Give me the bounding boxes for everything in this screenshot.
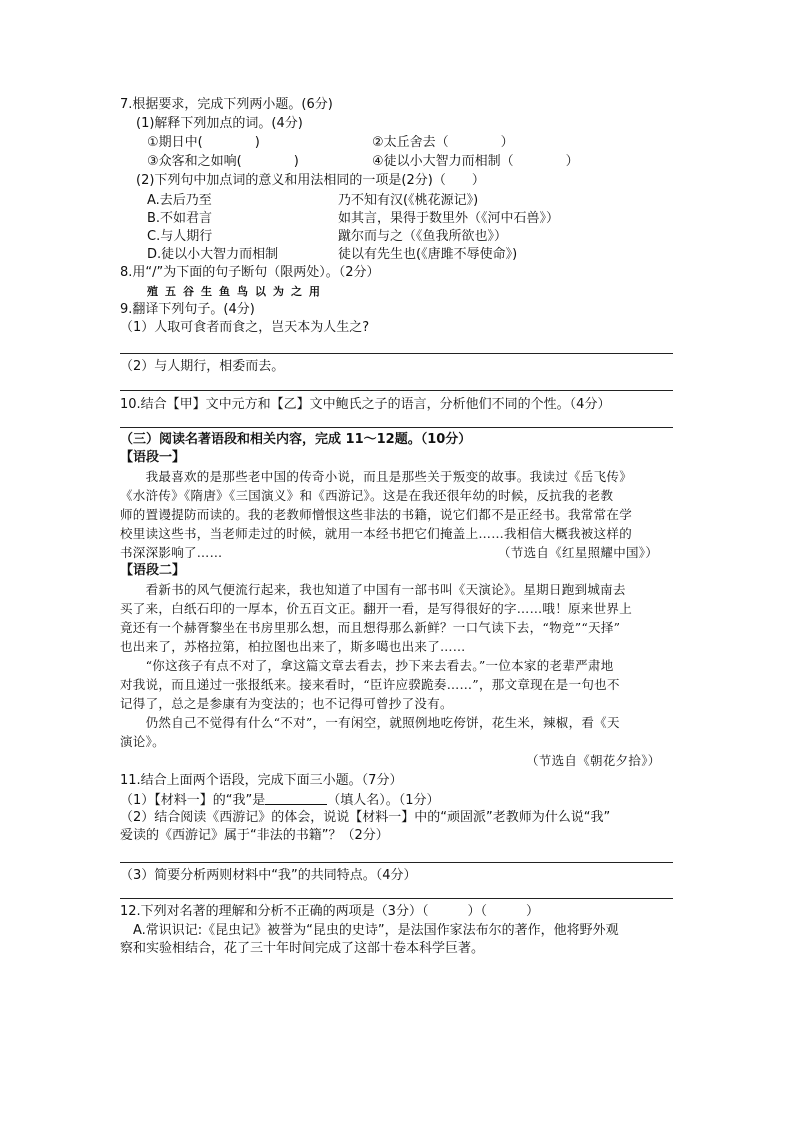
q7-item-3: ③众客和之如响( ): [147, 154, 299, 169]
q8-sentence: 殖五谷生鱼鸟以为之用: [147, 285, 327, 298]
passage2-line: 记得了，总之是参康有为变法的；也不记得可曾抄了没有。: [120, 696, 453, 711]
q7-sub1: (1)解释下列加点的词。(4分): [136, 116, 303, 131]
answer-line: [120, 353, 673, 354]
q7-item-1: ①期日中( ): [147, 135, 260, 150]
q11-sub1: [120, 792, 440, 809]
q7-option-b-left: B.不如君言: [147, 211, 213, 226]
q11-title: 11.结合上面两个语段，完成下面三小题。（7分）: [120, 773, 403, 788]
q7-item-2: ②太丘舍去（ ）: [372, 135, 514, 150]
q9-title: 9.翻译下列句子。(4分): [120, 302, 255, 317]
passage2-line: “你这孩子有点不对了，拿这篇文章去看去，抄下来去看去。”一位本家的老辈严肃地: [120, 658, 614, 673]
passage2-line: 买了来，白纸石印的一厚本，价五百文正。翻开一看，是写得很好的字……哦！原来世界上: [120, 601, 633, 616]
q7-option-d-right: 徒以有先生也(《唐雎不辱使命》): [338, 247, 518, 262]
passage1-line: 《水浒传》《隋唐》《三国演义》和《西游记》。这是在我还很年幼的时候，反抗我的老教: [120, 488, 614, 503]
q9-sentence-2: （2）与人期行，相委而去。: [120, 359, 285, 374]
q7-option-a-right: 乃不知有汉(《桃花源记》): [338, 193, 479, 208]
answer-line: [120, 390, 673, 391]
passage2-line: 竟还有一个赫胥黎坐在书房里那么想，而且想得那么新鲜？一口气读下去，“物竞”“天择”: [120, 620, 621, 635]
q10-title: 10.结合【甲】文中元方和【乙】文中鲍氏之子的语言，分析他们不同的个性。（4分）: [120, 397, 611, 412]
answer-line: [120, 862, 673, 863]
answer-line: [120, 427, 673, 428]
q11-sub1-after: （填人名）。（1分）: [327, 793, 440, 808]
q7-title: 7.根据要求，完成下列两小题。(6分): [120, 97, 333, 112]
passage1-line: 师的置谩提防而读的。我的老教师憎恨这些非法的书籍，说它们都不是正经书。我常常在学: [120, 507, 633, 522]
passage2-line: 对我说，而且递过一张报纸来。接来看时，“臣许应骙跪奏……”，那文章现在是一句也不: [120, 677, 620, 692]
q11-sub1-before: （1）【材料一】的“我”是: [120, 793, 266, 808]
passage1-label: 【语段一】: [120, 450, 186, 465]
passage2-line: 演论》。: [120, 734, 165, 749]
q7-option-a-left: A.去后乃至: [147, 193, 212, 208]
q8-title: 8.用“/”为下面的句子断句（限两处）。（2分）: [120, 265, 380, 280]
passage1-line: 书深深影响了……: [120, 545, 223, 560]
q7-sub2: (2)下列句中加点词的意义和用法相同的一项是(2分)（ ）: [136, 173, 485, 188]
q7-option-c-right: 蹴尔而与之（《鱼我所欲也》）: [338, 229, 508, 244]
q7-option-d-left: D.徒以小大智力而相制: [147, 247, 279, 262]
passage2-line: 看新书的风气便流行起来，我也知道了中国有一部书叫《天演论》。星期日跑到城南去: [120, 582, 626, 597]
q11-sub3: （3）简要分析两则材料中“我”的共同特点。（4分）: [120, 868, 417, 883]
section3-title: （三）阅读名著语段和相关内容，完成 11～12题。（10分）: [120, 432, 472, 447]
q7-item-4: ④徒以小大智力而相制（ ）: [372, 154, 579, 169]
passage2-line: 也出来了，苏格拉第，柏拉图也出来了，斯多噶也出来了……: [120, 639, 466, 654]
passage2-label: 【语段二】: [120, 563, 186, 578]
passage2-source: （节选自《朝花夕拾》）: [526, 753, 661, 768]
passage2-line: 仍然自己不觉得有什么“不对”，一有闲空，就照例地吃侉饼，花生米，辣椒，看《天: [120, 715, 620, 730]
q12-title: 12.下列对名著的理解和分析不正确的两项是（3分）（ ）（ ）: [120, 904, 539, 919]
q12-option-a-line2: 察和实验相结合，花了三十年时间完成了这部十卷本科学巨著。: [120, 941, 485, 956]
q7-option-c-left: C.与人期行: [147, 229, 213, 244]
fill-in-blank[interactable]: [265, 792, 327, 805]
q9-sentence-1: （1）人取可食者而食之，岂天本为人生之?: [120, 320, 370, 335]
q11-sub2-line2: 爱读的《西游记》属于“非法的书籍”？（2分）: [120, 828, 389, 843]
passage1-line: 校里读这些书，当老师走过的时候，就用一本经书把它们掩盖上……我相信大概我被这样的: [120, 526, 633, 541]
q7-option-b-right: 如其言，果得于数里外（《河中石兽》）: [338, 211, 560, 226]
answer-line: [120, 898, 673, 899]
q11-sub2-line1: （2）结合阅读《西游记》的体会，说说【材料一】中的“顽固派”老教师为什么说“我”: [120, 810, 611, 825]
passage1-source: （节选自《红星照耀中国》）: [498, 545, 659, 560]
passage1-line: 我最喜欢的是那些老中国的传奇小说，而且是那些关于叛变的故事。我读过《岳飞传》: [120, 469, 633, 484]
q12-option-a-line1: A.常识识记:《昆虫记》被誉为“昆虫的史诗”，是法国作家法布尔的著作，他将野外观: [120, 923, 619, 938]
